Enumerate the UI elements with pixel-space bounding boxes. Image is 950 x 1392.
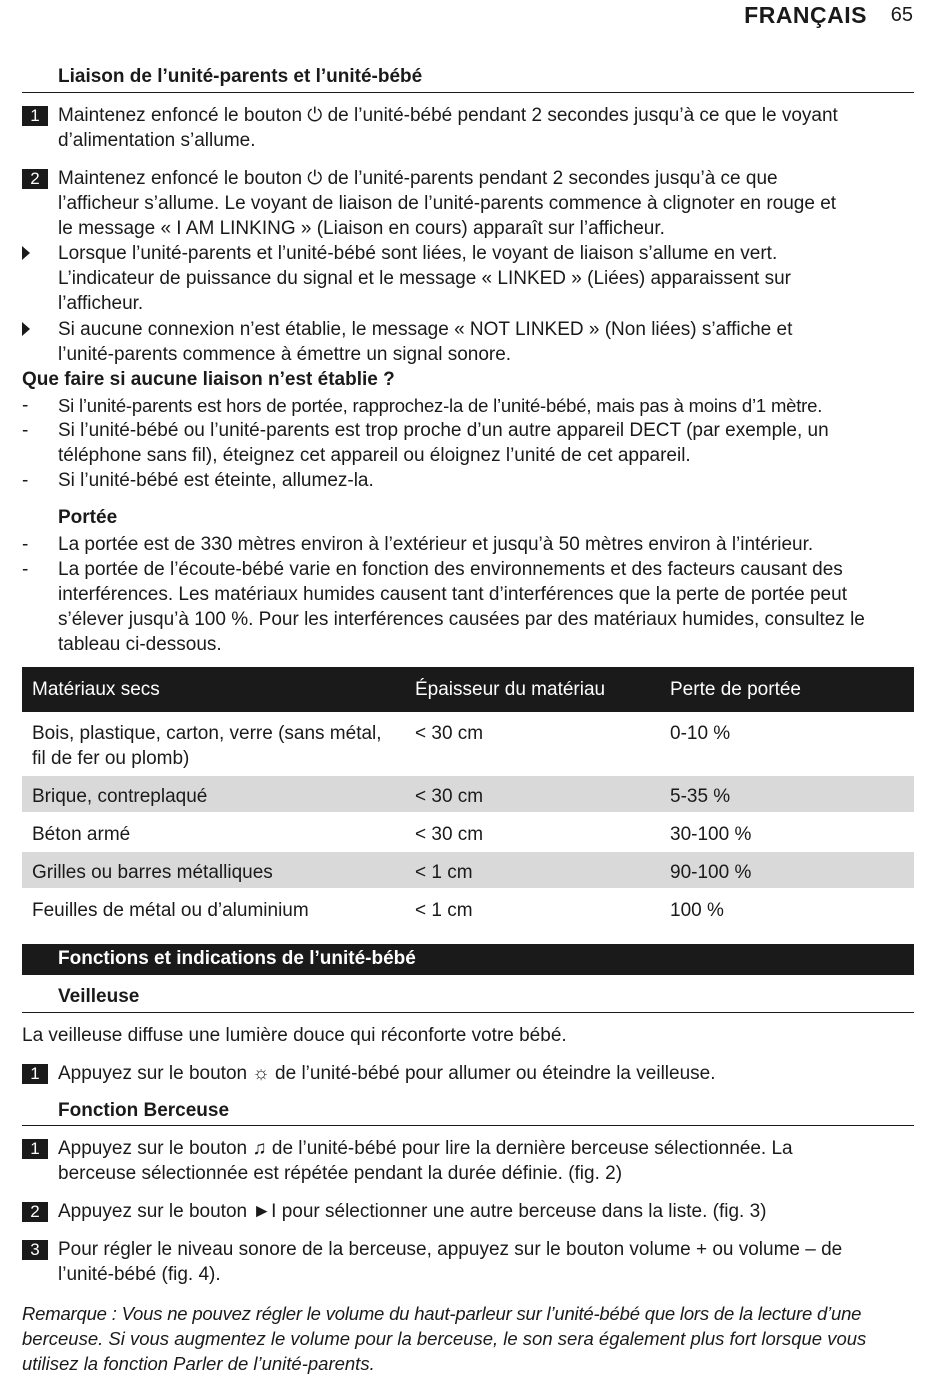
dash-marker: - <box>22 534 29 555</box>
section-title-linking: Liaison de l’unité-parents et l’unité-bébé <box>58 66 423 87</box>
table-cell: Béton armé <box>32 824 131 845</box>
table-cell: 5-35 % <box>670 786 731 807</box>
step-text: d’alimentation s’allume. <box>58 130 256 151</box>
list-item: s’élever jusqu’à 100 %. Pour les interférences causées par des matériaux humides, consultez le <box>58 609 865 630</box>
section-title-range: Portée <box>58 507 118 528</box>
result-text: L’indicateur de puissance du signal et le message « LINKED » (Liées) apparaissent sur <box>58 268 791 289</box>
list-item: La portée est de 330 mètres environ à l’extérieur et jusqu’à 50 mètres environ à l’intérieur. <box>58 534 814 555</box>
table-cell: < 1 cm <box>415 862 473 883</box>
table-header-cell: Matériaux secs <box>32 679 160 700</box>
list-item: interférences. Les matériaux humides causent tant d’interférences que la perte de portée peut <box>58 584 847 605</box>
table-cell: < 30 cm <box>415 786 484 807</box>
list-item: Si l’unité-parents est hors de portée, rapprochez-la de l’unité-bébé, mais pas à moins d’1 mètre. <box>58 395 823 416</box>
list-item: La portée de l’écoute-bébé varie en fonction des environnements et des facteurs causant des <box>58 559 843 580</box>
list-item: téléphone sans fil), éteignez cet appareil ou éloignez l’unité de cet appareil. <box>58 445 691 466</box>
table-header-cell: Perte de portée <box>670 679 801 700</box>
section-title-functions: Fonctions et indications de l’unité-bébé <box>58 948 416 969</box>
table-cell: < 30 cm <box>415 723 484 744</box>
list-item: Si l’unité-bébé est éteinte, allumez-la. <box>58 470 374 491</box>
section-band <box>22 944 914 975</box>
step-number: 2 <box>22 169 48 189</box>
table-cell: 30-100 % <box>670 824 752 845</box>
section-rule <box>22 1125 914 1126</box>
step-number: 1 <box>22 106 48 126</box>
step-number: 3 <box>22 1240 48 1260</box>
list-item: Si l’unité-bébé ou l’unité-parents est trop proche d’un autre appareil DECT (par exemple, un <box>58 420 829 441</box>
result-bullet-icon <box>22 322 30 336</box>
step-text: Appuyez sur le bouton ♫ de l’unité-bébé pour lire la dernière berceuse sélectionnée. La <box>58 1138 793 1159</box>
step-text: l’afficheur s’allume. Le voyant de liaison de l’unité-parents commence à clignoter en rouge et <box>58 193 837 214</box>
dash-marker: - <box>22 470 29 491</box>
table-cell: Brique, contreplaqué <box>32 786 208 807</box>
step-text: le message « I AM LINKING » (Liaison en cours) apparaît sur l’afficheur. <box>58 218 665 239</box>
result-text: Lorsque l’unité-parents et l’unité-bébé sont liées, le voyant de liaison s’allume en vert. <box>58 243 778 264</box>
note-text: Remarque : Vous ne pouvez régler le volume du haut-parleur sur l’unité-bébé que lors de la lecture d’une <box>22 1303 862 1324</box>
step-number: 1 <box>22 1139 48 1159</box>
table-cell: Bois, plastique, carton, verre (sans métal, <box>32 723 382 744</box>
step-text: Maintenez enfoncé le bouton ⏻ de l’unité-parents pendant 2 secondes jusqu’à ce que <box>58 168 778 189</box>
list-item: tableau ci-dessous. <box>58 634 222 655</box>
note-text: utilisez la fonction Parler de l’unité-parents. <box>22 1353 375 1374</box>
step-number: 1 <box>22 1064 48 1084</box>
section-title-lullaby: Fonction Berceuse <box>58 1100 230 1121</box>
section-rule <box>22 92 914 93</box>
step-text: Maintenez enfoncé le bouton ⏻ de l’unité-bébé pendant 2 secondes jusqu’à ce que le voyant <box>58 105 838 126</box>
table-cell: Grilles ou barres métalliques <box>32 862 273 883</box>
result-text: Si aucune connexion n’est établie, le message « NOT LINKED » (Non liées) s’affiche et <box>58 319 793 340</box>
table-header <box>22 667 914 712</box>
table-cell: fil de fer ou plomb) <box>32 748 190 769</box>
result-text: l’unité-parents commence à émettre un signal sonore. <box>58 344 512 365</box>
step-text: Pour régler le niveau sonore de la berceuse, appuyez sur le bouton volume + ou volume – de <box>58 1239 843 1260</box>
section-title-nightlight: Veilleuse <box>58 986 140 1007</box>
language-header: FRANÇAIS <box>744 2 867 28</box>
dash-marker: - <box>22 559 29 580</box>
result-bullet-icon <box>22 246 30 260</box>
step-text: berceuse sélectionnée est répétée pendant la durée définie. (fig. 2) <box>58 1163 623 1184</box>
table-cell: < 1 cm <box>415 900 473 921</box>
step-text: Appuyez sur le bouton ►I pour sélectionner une autre berceuse dans la liste. (fig. 3) <box>58 1201 767 1222</box>
section-rule <box>22 1012 914 1013</box>
table-cell: 100 % <box>670 900 724 921</box>
table-cell: Feuilles de métal ou d’aluminium <box>32 900 309 921</box>
body-text: La veilleuse diffuse une lumière douce qui réconforte votre bébé. <box>22 1025 567 1046</box>
note-text: berceuse. Si vous augmentez le volume pour la berceuse, le son sera également plus fort lorsque vous <box>22 1328 867 1349</box>
table-cell: < 30 cm <box>415 824 484 845</box>
step-text: l’unité-bébé (fig. 4). <box>58 1264 221 1285</box>
dash-marker: - <box>22 395 29 416</box>
table-cell: 0-10 % <box>670 723 731 744</box>
step-text: Appuyez sur le bouton ☼ de l’unité-bébé pour allumer ou éteindre la veilleuse. <box>58 1063 716 1084</box>
table-header-cell: Épaisseur du matériau <box>415 679 606 700</box>
page-number: 65 <box>890 4 913 26</box>
table-cell: 90-100 % <box>670 862 752 883</box>
troubleshoot-title: Que faire si aucune liaison n’est établie ? <box>22 369 395 390</box>
dash-marker: - <box>22 420 29 441</box>
result-text: l’afficheur. <box>58 293 144 314</box>
step-number: 2 <box>22 1202 48 1222</box>
